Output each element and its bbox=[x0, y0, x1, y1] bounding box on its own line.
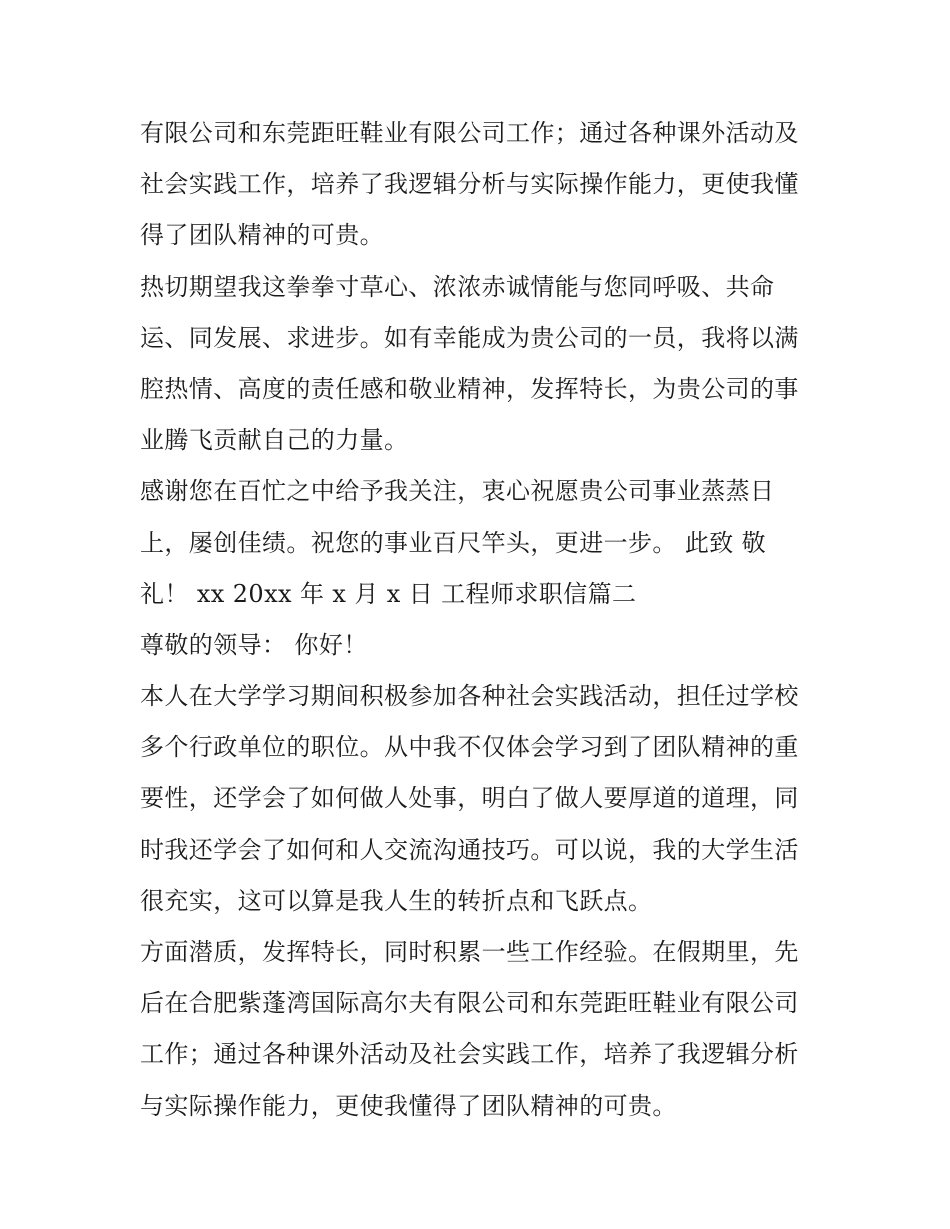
text-line: 尊敬的领导： 你好！ bbox=[140, 630, 368, 659]
text-line: 与实际操作能力，更使我懂得了团队精神的可贵。 bbox=[140, 1091, 677, 1120]
document-body bbox=[140, 108, 820, 1132]
text-line: 后在合肥紫蓬湾国际高尔夫有限公司和东莞距旺鞋业有限公司 bbox=[140, 989, 799, 1018]
text-line: 感谢您在百忙之中给予我关注，衷心祝愿贵公司事业蒸蒸日 bbox=[140, 477, 775, 506]
text-line: 腔热情、高度的责任感和敬业精神，发挥特长，为贵公司的事 bbox=[140, 374, 799, 403]
text-line: 热切期望我这拳拳寸草心、浓浓赤诚情能与您同呼吸、共命 bbox=[140, 272, 775, 301]
text-line: 时我还学会了如何和人交流沟通技巧。可以说，我的大学生活 bbox=[140, 835, 799, 864]
text-line: 运、同发展、求进步。如有幸能成为贵公司的一员，我将以满 bbox=[140, 323, 799, 352]
text-line: 本人在大学学习期间积极参加各种社会实践活动，担任过学校 bbox=[140, 682, 799, 711]
text-line: 得了团队精神的可贵。 bbox=[140, 221, 384, 250]
text-line: 很充实，这可以算是我人生的转折点和飞跃点。 bbox=[140, 886, 653, 915]
text-line: 业腾飞贡献自己的力量。 bbox=[140, 426, 409, 455]
text-line: 有限公司和东莞距旺鞋业有限公司工作；通过各种课外活动及 bbox=[140, 119, 799, 147]
text-line: 工作；通过各种课外活动及社会实践工作，培养了我逻辑分析 bbox=[140, 1040, 799, 1069]
text-line: 社会实践工作，培养了我逻辑分析与实际操作能力，更使我懂 bbox=[140, 170, 799, 199]
text-line: 多个行政单位的职位。从中我不仅体会学习到了团队精神的重 bbox=[140, 733, 799, 762]
text-line: 礼！ xx 20xx 年 x 月 x 日 工程师求职信篇二 bbox=[140, 579, 637, 608]
text-line: 要性，还学会了如何做人处事，明白了做人要厚道的道理，同 bbox=[140, 784, 799, 813]
text-line: 上，屡创佳绩。祝您的事业百尺竿头，更进一步。 此致 敬 bbox=[140, 528, 767, 557]
text-line: 方面潜质，发挥特长，同时积累一些工作经验。在假期里，先 bbox=[140, 938, 799, 966]
